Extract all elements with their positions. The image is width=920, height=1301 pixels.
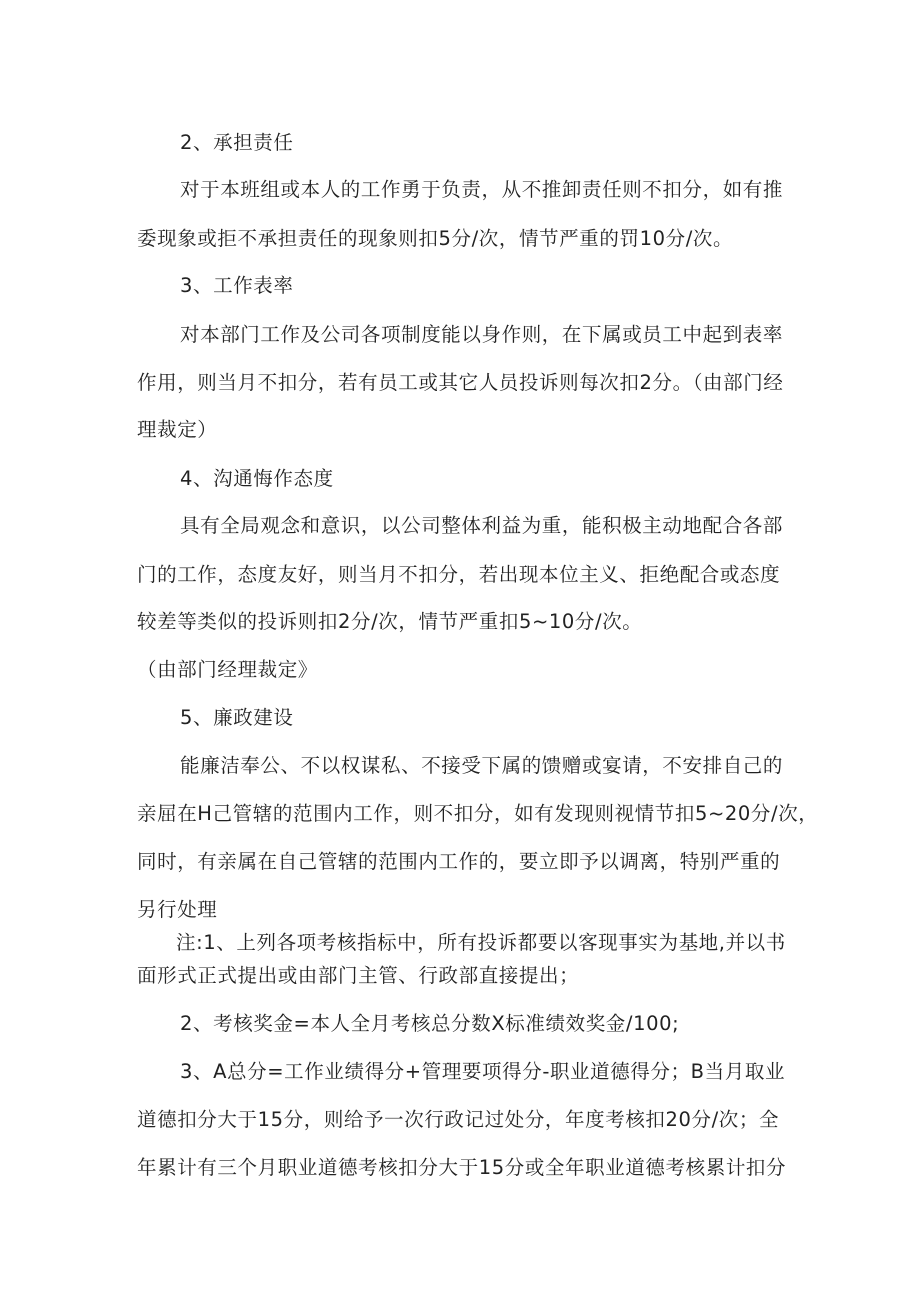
paragraph-line: 较差等类似的投诉则扣2分/次，情节严重扣5~10分/次。 (137, 610, 643, 633)
paragraph-line: 门的工作，态度友好，则当月不扣分，若出现本位主义、拒绝配合或态度 (137, 563, 781, 586)
heading-5: 5、廉政建设 (180, 706, 294, 729)
heading-3: 3、工作表率 (180, 274, 294, 297)
paragraph-line: 具有全局观念和意识，以公司整体利益为重，能积极主动地配合各部 (180, 514, 784, 537)
note-line: 面形式正式提出或由部门主管、行政部直接提出； (137, 964, 580, 987)
note-line: 道德扣分大于15分，则给予一次行政记过处分，年度考核扣20分/次；全 (137, 1108, 780, 1131)
paragraph-line: 理裁定） (137, 418, 218, 441)
note-line: 3、A总分=工作业绩得分+管理要项得分-职业道德得分；B当月取业 (180, 1060, 786, 1083)
paragraph-line: 作用，则当月不扣分，若有员工或其它人员投诉则每次扣2分。（由部门经 (137, 371, 784, 394)
note-line: 年累计有三个月职业道德考核扣分大于15分或全年职业道德考核累计扣分 (137, 1156, 787, 1179)
paragraph-line: 同时，有亲属在自己管辖的范围内工作的，要立即予以调离，特别严重的 (137, 850, 781, 873)
paragraph-line: 能廉洁奉公、不以权谋私、不接受下属的馈赠或宴请，不安排自己的 (180, 754, 784, 777)
paragraph-line: 亲屈在H己管辖的范围内工作，则不扣分，如有发现则视情节扣5~20分/次， (137, 802, 819, 825)
paragraph-line: 另行处理 (137, 898, 218, 921)
paragraph-line: 对于本班组或本人的工作勇于负责，从不推卸责任则不扣分，如有推 (180, 178, 784, 201)
paragraph-line: （由部门经理裁定》 (137, 658, 318, 681)
heading-2: 2、承担责任 (180, 131, 294, 154)
heading-4: 4、沟通悔作态度 (180, 467, 334, 490)
paragraph-line: 委现象或拒不承担责任的现象则扣5分/次，情节严重的罚10分/次。 (137, 227, 734, 250)
note-line: 注:1、上列各项考核指标中，所有投诉都要以客现事实为基地,并以书 (176, 931, 786, 954)
paragraph-line: 对本部门工作及公司各项制度能以身作则，在下属或员工中起到表率 (180, 323, 784, 346)
note-line: 2、考核奖金=本人全月考核总分数X标准绩效奖金/100; (180, 1012, 680, 1035)
